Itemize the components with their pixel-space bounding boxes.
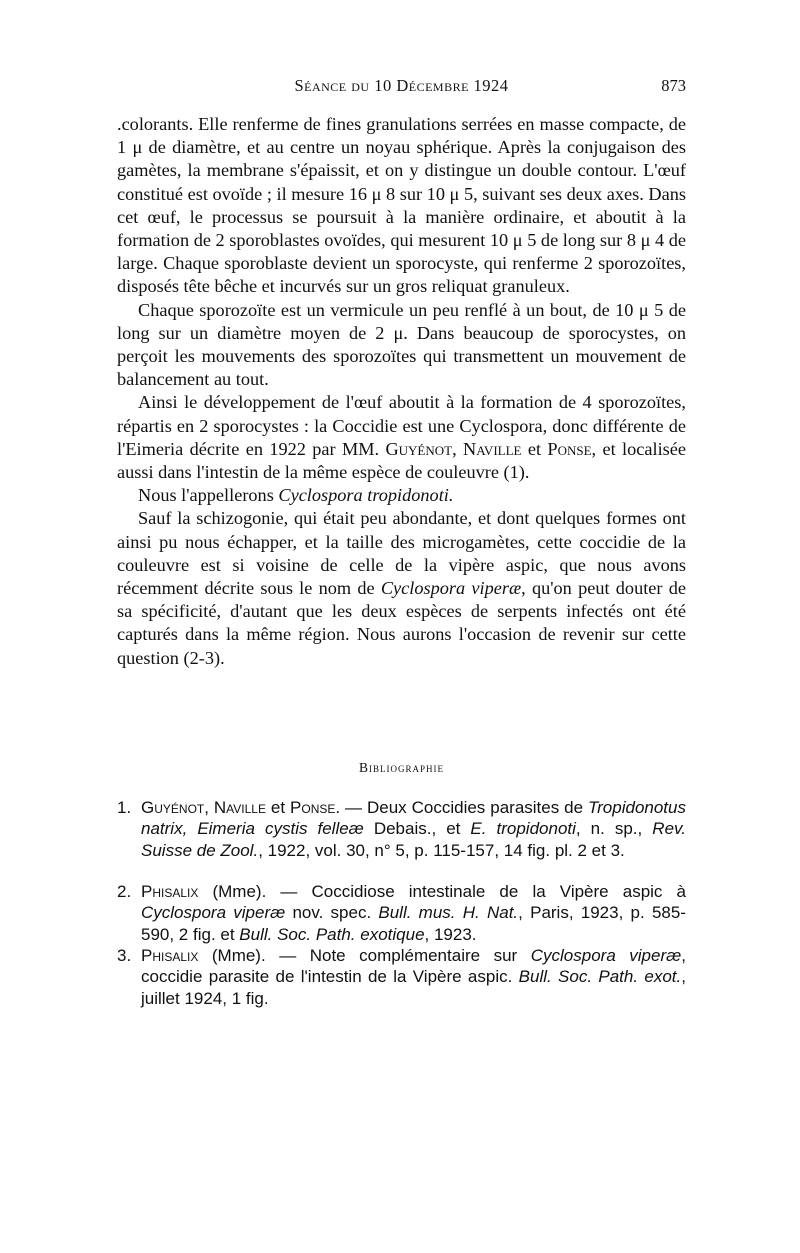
reference-text: , n. sp., xyxy=(575,819,653,839)
reference-text: , juillet 1924, 1 fig. xyxy=(141,967,686,1008)
reference-authors: Ponse xyxy=(290,798,336,817)
reference-text: , coccidie parasite de l'intestin de la Vipère aspic. xyxy=(141,946,686,987)
reference-text: Debais., et xyxy=(363,819,471,839)
reference-journal: Bull. Soc. Path. exot. xyxy=(518,967,682,987)
reference-text: , 1922, vol. 30, n° 5, p. 115-157, 14 fig. pl. 2 et 3. xyxy=(258,840,625,860)
main-text xyxy=(117,113,686,670)
reference-number: 3. xyxy=(117,946,132,965)
paragraph-5 xyxy=(117,507,686,669)
reference-text: et xyxy=(265,798,291,817)
paragraph-3-text-a: Ainsi le développement de l'œuf aboutit à la formation de 4 sporozoïtes, répartis en 2 sporocystes : la Coccidie est une Cyclospora, donc différente de l'Eimeria décrite en 1922 par MM. xyxy=(117,392,686,459)
reference-number: 2. xyxy=(117,882,132,901)
bibliography-title: Bibliographie xyxy=(359,760,444,775)
paragraph-3-and: et xyxy=(521,438,548,459)
reference-text: , Paris, 1923, p. 585-590, 2 fig. et xyxy=(141,903,686,944)
reference-text: nov. spec. xyxy=(285,903,379,923)
reference-journal: Bull. mus. H. Nat. xyxy=(378,903,519,923)
paragraph-1: .colorants. Elle renferme de fines granulations serrées en masse compacte, de 1 μ de diamètre, et au centre un noyau sphérique. Après la conjugaison des gamètes, la membrane s'épaissit, et on y distingue un double contour. L'œuf constitué est ovoïde ; il mesure 16 μ 8 sur 10 μ 5, suivant ses deux axes. Dans cet œuf, le processus se poursuit à la manière ordinaire, et aboutit à la formation de 2 sporoblastes ovoïdes, qui mesurent 10 μ 5 de long sur 8 μ 4 de large. Chaque sporoblaste devient un sporocyste, qui renferme 2 sporozoïtes, disposés tête bêche et incurvés sur un gros reliquat granuleux. xyxy=(117,114,686,297)
reference-italic: Cyclospora viperæ xyxy=(530,946,682,965)
reference-authors: Phisalix xyxy=(141,882,199,901)
reference-journal: Bull. Soc. Path. exotique xyxy=(239,924,425,944)
reference-italic: Cyclospora viperæ xyxy=(141,903,286,923)
author-name-ponse: Ponse xyxy=(547,438,592,459)
reference-authors: Phisalix xyxy=(141,946,199,965)
paragraph-5-text-b: , qu'on peut douter de sa spécificité, d'autant que les deux espèces de serpents infectés ont été capturés dans la même région. Nous aurons l'occasion de revenir sur cette question (2-3). xyxy=(117,578,686,668)
author-names: Guyénot, Naville xyxy=(385,438,522,459)
paragraph-2: Chaque sporozoïte est un vermicule un peu renflé à un bout, de 10 μ 5 de long sur un diamètre moyen de 2 μ. Dans beaucoup de sporocystes, on perçoit les mouvements des sporozoïtes qui transmettent un mouvement de balancement au tout. xyxy=(117,299,686,390)
reference-text: (Mme). — Coccidiose intestinale de la Vipère aspic à xyxy=(198,882,686,901)
page-header xyxy=(117,76,686,100)
reference-journal: Rev. Suisse de Zool. xyxy=(141,819,686,860)
paragraph-3 xyxy=(117,391,686,484)
page-number: 873 xyxy=(661,76,686,95)
reference-item xyxy=(117,797,686,881)
reference-text: (Mme). — Note complémentaire sur xyxy=(198,946,531,965)
paragraph-5-text-a: Sauf la schizogonie, qui était peu abondante, et dont quelques formes ont ainsi pu nous échapper, et la taille des microgamètes, cette coccidie de la couleuvre est si voisine de celle de la vipère aspic, que nous avons récemment décrite sous le nom de xyxy=(117,508,686,599)
running-head: Séance du 10 Décembre 1924 xyxy=(294,76,509,95)
reference-italic: E. tropidonoti xyxy=(470,819,576,839)
reference-italic: Tropidonotus natrix, Eimeria cystis felleæ xyxy=(141,798,686,839)
reference-item xyxy=(117,945,686,1009)
paragraph-4 xyxy=(117,484,686,507)
bibliography-list xyxy=(117,797,686,1009)
paragraph-4-text: Nous l'appellerons xyxy=(138,485,279,506)
reference-item xyxy=(117,881,686,945)
paragraph-3-text-b: , et localisée aussi dans l'intestin de la même espèce de couleuvre (1). xyxy=(117,438,687,483)
reference-authors: Guyénot, Naville xyxy=(141,798,266,817)
species-name-vipera: Cyclospora viperæ xyxy=(380,578,522,599)
reference-text: , 1923. xyxy=(424,924,477,944)
reference-number: 1. xyxy=(117,798,132,817)
species-name: Cyclospora tropidonoti. xyxy=(278,485,454,506)
reference-text: . — Deux Coccidies parasites de xyxy=(335,798,589,817)
